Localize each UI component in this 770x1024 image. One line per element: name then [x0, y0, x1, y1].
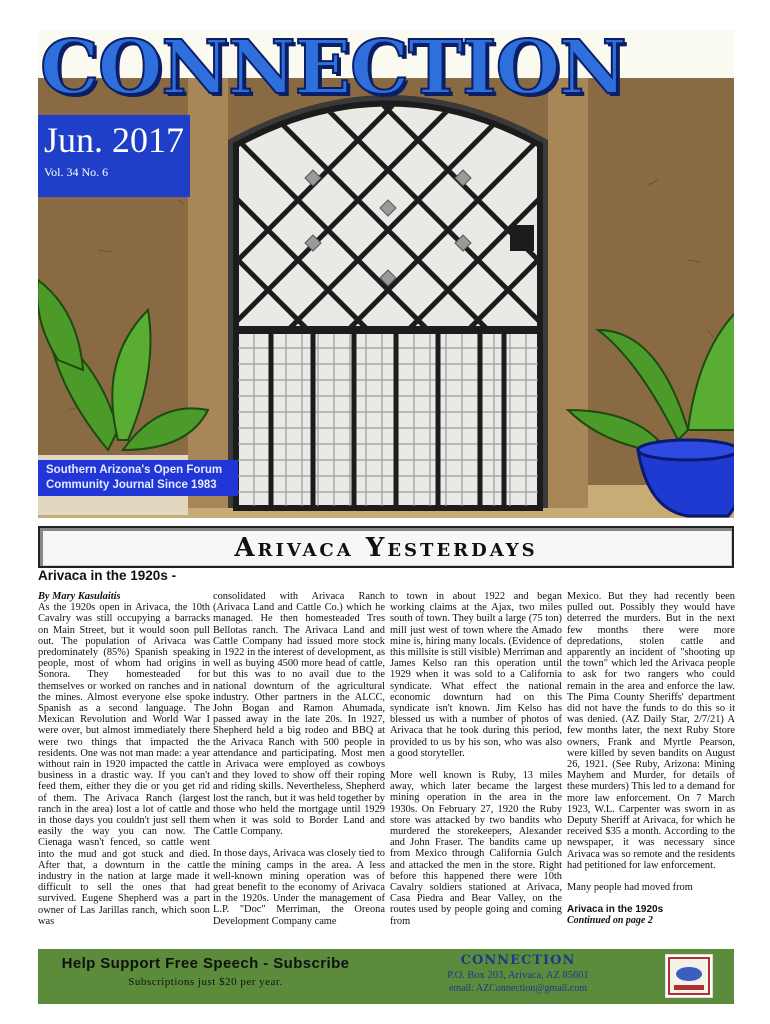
tagline: [38, 460, 238, 496]
article-paragraph: As the 1920s open in Arivaca, the 10th Cavalry was still occupying a barracks on Main Street, but it would soon pull out. The population of Arivaca was predominately (85%) Spanish speaking people, most of whom had origins in Sonora. They homesteaded for themselves or worked on ranches and in the mines. Almost everyone else spoke Spanish as a second language. The Mexican Revolution and World War I were over, but almost immediately there were two things that impacted the residents. One was not man made: a year without rain in 1920 impacted the cattle business in a drastic way. If you can't feed them, either they die or you get rid of them. The Arivaca Ranch (largest ranch in the area) lost a lot of cattle and in those days you couldn't just sell them easily the way you can now. The Cienaga wasn't fenced, so cattle went into the mud and got stuck and died. After that, a downturn in the cattle industry in the nation at large made it difficult to sell the ones that had survived. Eugene Shepherd was a part owner of Las Jarillas ranch, which soon was: [38, 602, 210, 927]
article-column-4: [567, 591, 735, 927]
issue-volume: Vol. 34 No. 6: [44, 165, 109, 179]
continued-link[interactable]: Continued on page 2: [567, 915, 653, 927]
article-paragraph: More well known is Ruby, 13 miles away, which later became the largest mining operation in the area in the 1930s. On February 27, 1920 the Ruby store was attacked by two bandits who murdered the storekeepers, Alexander and John Fraser. The bandits came up from Mexico through California Gulch and attacked the men in the store. Right before this happened there were 10th Cavalry soldiers stationed at Arivaca, Casa Piedra and Bear Valley, on the routes used by people going and coming from: [390, 770, 562, 927]
issue-info: [38, 115, 190, 197]
masthead-title: CONNECTION: [40, 25, 626, 111]
tagline-line1: Southern Arizona's Open Forum: [46, 464, 223, 476]
footer: [38, 949, 734, 1004]
subscribe-cta[interactable]: Help Support Free Speech - Subscribe: [61, 955, 350, 972]
footer-email-link[interactable]: email: AZConnection@gmail.com: [448, 983, 588, 994]
article-subheading: Arivaca in the 1920s -: [38, 568, 177, 583]
article-paragraph: to town in about 1922 and began working claims at the Ajax, two miles south of town. They built a large (75 ton) mill just west of town where the Amado mine is, hiring many locals. (Evidence of this millsite is still visible) Merriman and James Kelso ran this operation until 1929 when it was sold to a California syndicate. What effect the national economic downturn had on this syndicate isn't known. Jim Kelso has blessed us with a number of photos of Arivaca that he took during this period, provided to us by his son, who was also a good storyteller.: [390, 591, 563, 759]
article-paragraph: Many people had moved from: [567, 882, 693, 894]
article-paragraph: Mexico. But they had recently been pulled out. Possibly they would have deterred the murders. But in the next few months there were more depredations, stolen cattle and apparently an incident of "shooting up the town" which led the Arivaca people to ask for two rangers who could remain in the area and enforce the law. The Pima County Sheriffs' department did not have the funds to do this so it was denied. (AZ Daily Star, 2/7/21) A few months later, the next Ruby Store owners, Frank and Myrtle Pearson, were killed by seven bandits on August 26, 1921. (See Ruby, Arizona: Mining Mayhem and Murder, for details of these murders) This led to a demand for more law enforcement. On 7 March 1923, W.L. Carpenter was sworn in as Deputy Sheriff at Arivaca, for which he received $35 a month. According to the newspaper, it was necessary since Arivaca was so remote and the residents had petitioned for law enforcement.: [567, 591, 735, 871]
postage-stamp-icon: [666, 955, 712, 997]
tagline-line2: Community Journal Since 1983: [46, 479, 217, 491]
article-paragraph: In those days, Arivaca was closely tied to the mining camps in the area. A less well-known mining operation was of great benefit to the economy of Arivaca in the 1920s. Under the management of L.P. "Doc" Merriman, the Oreona Development Company came: [213, 848, 385, 927]
article-byline: By Mary Kasulaitis: [38, 591, 121, 602]
section-banner: [38, 526, 734, 568]
latch-icon: [510, 225, 534, 251]
footer-publication-name: CONNECTION: [460, 953, 576, 968]
subscribe-promo[interactable]: [38, 955, 373, 988]
subscription-price: Subscriptions just $20 per year.: [128, 976, 283, 988]
article-column-1: [38, 591, 210, 938]
article-column-2: [213, 591, 385, 938]
article-paragraph: consolidated with Arivaca Ranch (Arivaca Land and Cattle Co.) which he managed. He then homesteaded Tres Bellotas ranch. The Arivaca Land and Cattle Company had issued more stock in 1922 in the interest of development, as well as buying 4500 more head of cattle, but this was to no avail due to the national downturn of the agricultural industry. Other partners in the ALCC, John Bogan and Ramon Ahumada, passed away in the late 20s. In 1927, Shepherd held a big rodeo and BBQ at the Arivaca Ranch with 500 people in attendance and participating. Most men in Arivaca were employed as cowboys and they loved to show off their roping and riding skills. Nevertheless, Shepherd lost the ranch, but it was held together by those who held the mortgage until 1929 when it was sold to Border Land and Cattle Company.: [213, 591, 385, 838]
section-banner-title: Arivaca Yesterdays: [234, 533, 538, 563]
issue-date: Jun. 2017: [44, 120, 185, 160]
footer-address: P.O. Box 203, Arivaca, AZ 85601: [447, 970, 589, 981]
contact-info: [403, 953, 633, 994]
continued-title: Arivaca in the 1920s: [567, 904, 664, 916]
article-column-3: [390, 591, 562, 938]
